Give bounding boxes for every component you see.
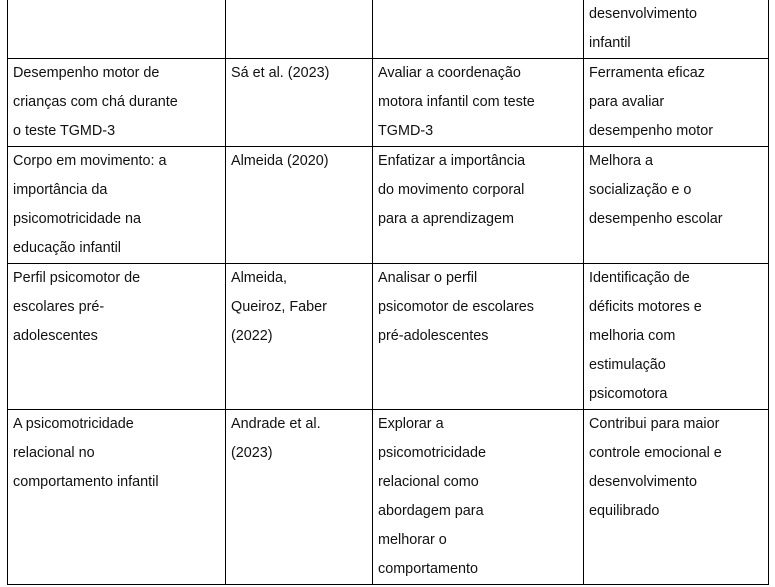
cell-line: o teste TGMD-3 bbox=[13, 123, 116, 139]
cell-line: Perfil psicomotor de bbox=[13, 270, 141, 286]
cell-line: psicomotricidade bbox=[378, 445, 486, 461]
cell-line: TGMD-3 bbox=[378, 123, 434, 139]
cell-line: estimulação bbox=[589, 357, 666, 373]
cell-line: Identificação de bbox=[589, 270, 690, 286]
cell-line: Ferramenta eficaz bbox=[589, 65, 705, 81]
cell-line: melhorar o bbox=[378, 532, 447, 548]
cell-line: do movimento corporal bbox=[378, 182, 525, 198]
cell-line: relacional como bbox=[378, 474, 479, 490]
result-cell bbox=[584, 410, 769, 585]
cell-line: pré-adolescentes bbox=[378, 328, 489, 344]
cell-line: crianças com chá durante bbox=[13, 94, 178, 110]
table-row bbox=[8, 0, 769, 59]
cell-line: adolescentes bbox=[13, 328, 98, 344]
cell-line: comportamento infantil bbox=[13, 474, 159, 490]
cell-line: melhoria com bbox=[589, 328, 676, 344]
cell-line: Sá et al. (2023) bbox=[231, 65, 330, 81]
objective-cell bbox=[373, 264, 584, 410]
cell-line: escolares pré- bbox=[13, 299, 105, 315]
title-cell bbox=[8, 59, 226, 147]
cell-line: psicomotora bbox=[589, 386, 668, 402]
cell-line: Andrade et al. bbox=[231, 416, 321, 432]
cell-line: educação infantil bbox=[13, 240, 122, 256]
cell-line: desempenho escolar bbox=[589, 211, 723, 227]
result-cell bbox=[584, 0, 769, 59]
literature-review-table bbox=[7, 0, 769, 585]
table-row bbox=[8, 59, 769, 147]
table-row bbox=[8, 147, 769, 264]
cell-line: desenvolvimento bbox=[589, 6, 697, 22]
cell-line: socialização e o bbox=[589, 182, 692, 198]
result-cell bbox=[584, 147, 769, 264]
result-cell bbox=[584, 59, 769, 147]
cell-line: Enfatizar a importância bbox=[378, 153, 526, 169]
cell-line: Corpo em movimento: a bbox=[13, 153, 167, 169]
author-cell bbox=[226, 264, 373, 410]
cell-line: Melhora a bbox=[589, 153, 653, 169]
objective-cell bbox=[373, 410, 584, 585]
cell-line: Queiroz, Faber bbox=[231, 299, 327, 315]
cell-line: Explorar a bbox=[378, 416, 444, 432]
cell-line: equilibrado bbox=[589, 503, 660, 519]
cell-line: Contribui para maior bbox=[589, 416, 720, 432]
cell-line: psicomotor de escolares bbox=[378, 299, 534, 315]
title-cell bbox=[8, 264, 226, 410]
cell-line: para a aprendizagem bbox=[378, 211, 515, 227]
cell-line: Almeida, bbox=[231, 270, 287, 286]
cell-line: comportamento bbox=[378, 561, 478, 577]
table-row bbox=[8, 264, 769, 410]
author-cell bbox=[226, 147, 373, 264]
author-cell bbox=[226, 410, 373, 585]
title-cell bbox=[8, 147, 226, 264]
cell-line: importância da bbox=[13, 182, 108, 198]
table-row bbox=[8, 410, 769, 585]
cell-line: motora infantil com teste bbox=[378, 94, 535, 110]
title-cell bbox=[8, 410, 226, 585]
author-cell bbox=[226, 0, 373, 59]
cell-line: controle emocional e bbox=[589, 445, 722, 461]
objective-cell bbox=[373, 59, 584, 147]
cell-line: (2023) bbox=[231, 445, 273, 461]
cell-line: (2022) bbox=[231, 328, 273, 344]
cell-line: relacional no bbox=[13, 445, 95, 461]
objective-cell bbox=[373, 0, 584, 59]
cell-line: Desempenho motor de bbox=[13, 65, 160, 81]
cell-line: psicomotricidade na bbox=[13, 211, 141, 227]
cell-line: infantil bbox=[589, 35, 631, 51]
cell-line: A psicomotricidade bbox=[13, 416, 134, 432]
cell-line: desenvolvimento bbox=[589, 474, 697, 490]
cell-line: Almeida (2020) bbox=[231, 153, 329, 169]
cell-line: Avaliar a coordenação bbox=[378, 65, 521, 81]
objective-cell bbox=[373, 147, 584, 264]
author-cell bbox=[226, 59, 373, 147]
cell-line: déficits motores e bbox=[589, 299, 702, 315]
cell-line: abordagem para bbox=[378, 503, 484, 519]
cell-line: desempenho motor bbox=[589, 123, 713, 139]
cell-line: para avaliar bbox=[589, 94, 665, 110]
cell-line: Analisar o perfil bbox=[378, 270, 478, 286]
result-cell bbox=[584, 264, 769, 410]
title-cell bbox=[8, 0, 226, 59]
